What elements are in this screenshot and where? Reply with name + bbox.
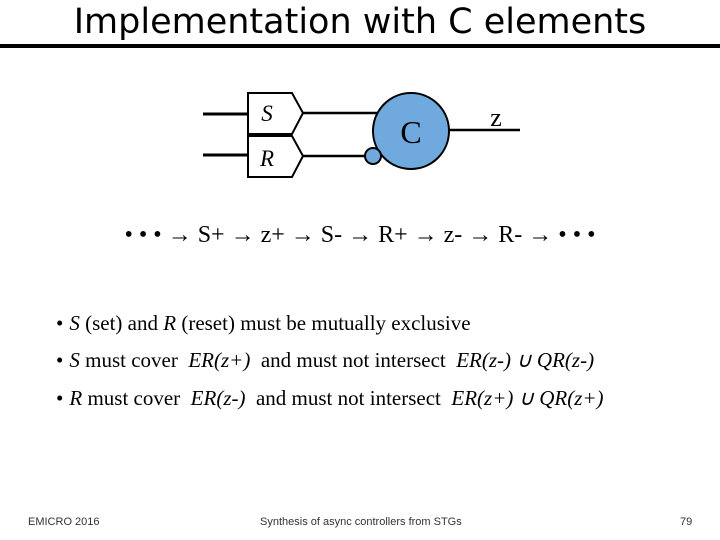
bullet-region: ER(z+) [188, 348, 251, 372]
bullet-dot: • [56, 386, 64, 410]
bullet-mutual-exclusion [56, 308, 471, 338]
r-gate-label: R [259, 146, 275, 171]
bullet-var: S [69, 311, 80, 335]
bullet-text: must cover [82, 386, 191, 410]
bullet-dot: • [56, 311, 64, 335]
bullet-text: (reset) must be mutually exclusive [176, 311, 471, 335]
footer-center: Synthesis of async controllers from STGs [260, 516, 462, 528]
footer-left: EMICRO 2016 [28, 516, 100, 528]
slide-title: Implementation with C elements [73, 2, 647, 42]
bullet-text: (set) and [79, 311, 164, 335]
bullet-region: ER(z+) ∪ QR(z+) [451, 386, 604, 410]
bullet-region: ER(z-) [190, 386, 246, 410]
bullet-dot: • [56, 348, 64, 372]
bullet-var: R [69, 386, 83, 410]
c-element-label: C [400, 114, 422, 150]
bullet-var: S [69, 348, 80, 372]
bullet-region: ER(z-) ∪ QR(z-) [456, 348, 595, 372]
bullet-text: and must not intersect [250, 348, 457, 372]
page-number: 79 [680, 516, 693, 528]
z-output-label: z [490, 103, 502, 132]
bullet-s-cover [56, 345, 594, 375]
bullet-text: must cover [79, 348, 189, 372]
bullet-var: R [163, 311, 177, 335]
c-element-diagram [0, 0, 720, 200]
transition-sequence: • • • → S+ → z+ → S- → R+ → z- → R- → • • • [124, 222, 596, 248]
s-gate-label: S [261, 101, 273, 126]
bullet-text: and must not intersect [245, 386, 452, 410]
s-gate [248, 93, 303, 134]
bullet-r-cover [56, 383, 604, 413]
r-gate [248, 136, 303, 177]
inversion-bubble [365, 148, 381, 164]
